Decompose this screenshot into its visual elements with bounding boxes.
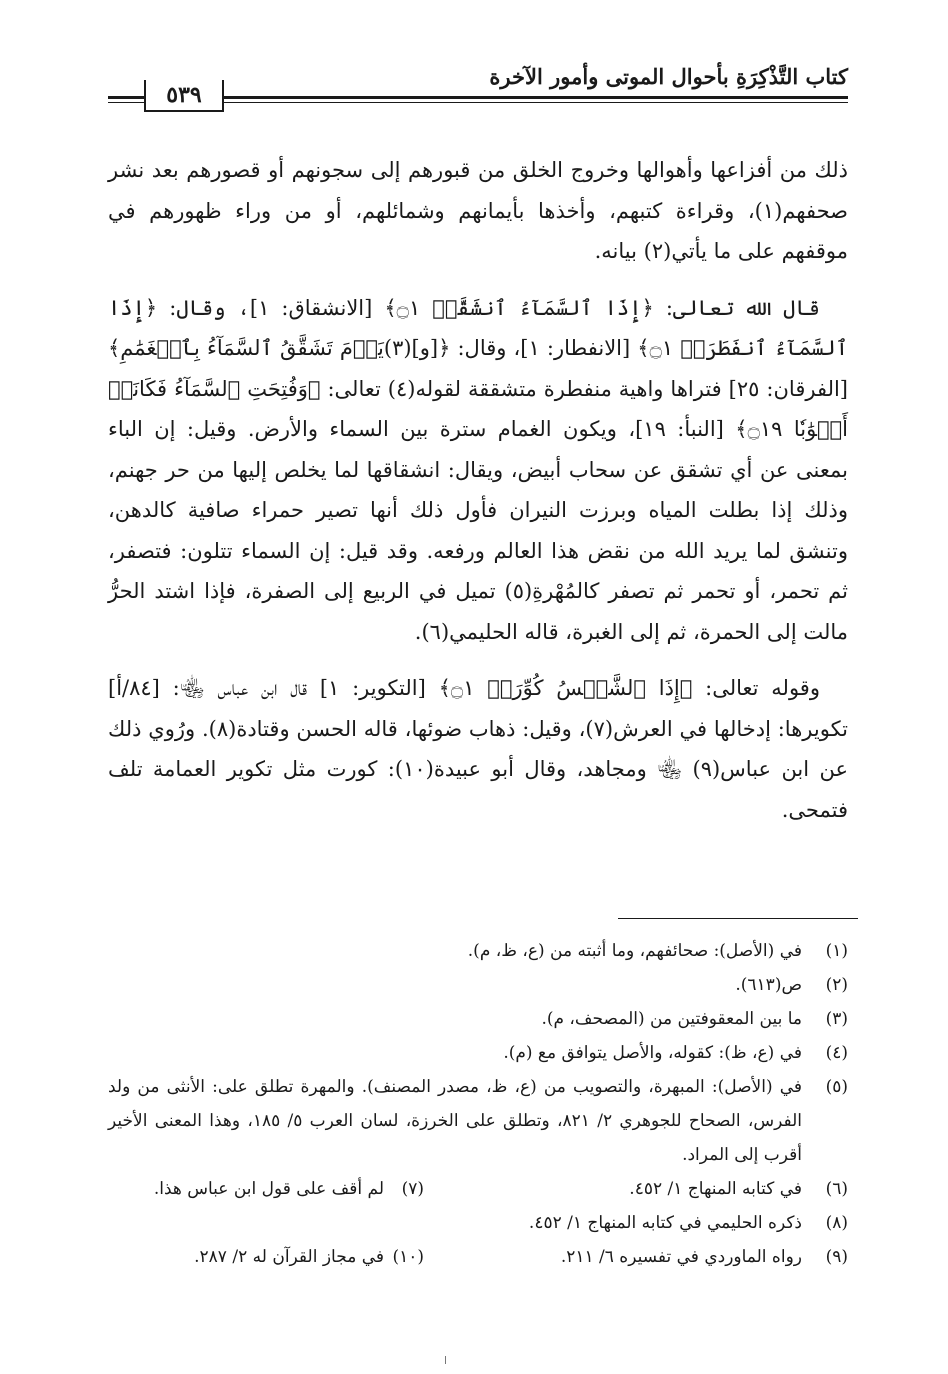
main-text bbox=[108, 150, 848, 846]
footnote-4 bbox=[108, 1036, 848, 1070]
running-title: كتاب التَّذْكِرَةِ بأحوال الموتى وأمور الآخرة bbox=[489, 64, 848, 89]
footnote-number: (٩) bbox=[825, 1247, 848, 1267]
footnote-3 bbox=[108, 1002, 848, 1036]
footnote-text: في (الأصل): المبهرة، والتصويب من (ع، ظ، مصدر المصنف). والمهرة تطلق على: الأنثى من ولد الفرس، الصحاح للجوهري ٢/ ٨٢١، وتطلق على الخرزة، لسان العرب ٥/ ١٨٥، وهذا المعنى الأخير أقرب إلى المراد. bbox=[108, 1077, 803, 1165]
footnote-number: (٥) bbox=[825, 1077, 848, 1097]
footnote-text: رواه الماوردي في تفسيره ٦/ ٢١١. bbox=[560, 1247, 802, 1267]
footnote-1 bbox=[108, 934, 848, 968]
footnote-text: في (الأصل): صحائفهم، وما أثبته من (ع، ظ، م). bbox=[467, 941, 802, 961]
footnote-number: (٨) bbox=[825, 1213, 848, 1233]
footnote-number: (١٠) bbox=[392, 1247, 424, 1267]
footnote-6 bbox=[424, 1172, 848, 1206]
paragraph-1: ذلك من أفزاعها وأهوالها وخروج الخلق من قبورهم إلى سجونهم أو قصورهم بعد نشر صحفهم(١)، وقراءة كتبهم، وأخذها بأيمانهم وشمائلهم، أو من وراء ظهورهم في موقفهم على ما يأتي(٢) بيانه. bbox=[108, 158, 848, 263]
footnote-5 bbox=[108, 1070, 848, 1172]
print-mark bbox=[445, 1356, 449, 1364]
footnote-number: (٤) bbox=[825, 1043, 848, 1063]
footnote-number: (٦) bbox=[825, 1179, 848, 1199]
footnote-text: في مجاز القرآن له ٢/ ٢٨٧. bbox=[194, 1247, 384, 1267]
footnote-10 bbox=[64, 1240, 424, 1274]
footnotes bbox=[108, 934, 848, 1274]
footnote-number: (٣) bbox=[825, 1009, 848, 1029]
page-header bbox=[108, 58, 848, 118]
footnote-9 bbox=[424, 1240, 848, 1274]
footnote-text: لم أقف على قول ابن عباس هذا. bbox=[153, 1179, 384, 1199]
footnote-text: في (ع، ظ): كقوله، والأصل يتوافق مع (م). bbox=[503, 1043, 802, 1063]
footnote-separator bbox=[618, 918, 858, 919]
footnote-number: (١) bbox=[825, 941, 848, 961]
paragraph-3: وقوله تعالى: ﴿إِذَا ٱلشَّمۡسُ كُوِّرَتۡ ۝١﴾ [التكوير: ١] قال ابن عباس ﵄: [٨٤/أ] تكويرها: إدخالها في العرش(٧)، وقيل: ذهاب ضوئها، قاله الحسن وقتادة(٨). ورُوي ذلك عن ابن عباس(٩) ﵄ ومجاهد، وقال أبو عبيدة(١٠): كورت مثل تكوير العمامة تلف فتمحى. bbox=[108, 676, 849, 822]
footnote-row-6-7 bbox=[108, 1172, 848, 1206]
footnote-number: (٧) bbox=[401, 1179, 424, 1199]
footnote-text: ص(٦١٣). bbox=[735, 975, 802, 995]
footnote-text: في كتابه المنهاج ١/ ٤٥٢. bbox=[629, 1179, 802, 1199]
footnote-8 bbox=[108, 1206, 848, 1240]
footnote-number: (٢) bbox=[825, 975, 848, 995]
footnote-row-9-10 bbox=[108, 1240, 848, 1274]
footnote-2 bbox=[108, 968, 848, 1002]
footnote-text: ذكره الحليمي في كتابه المنهاج ١/ ٤٥٢. bbox=[528, 1213, 802, 1233]
page-number: ٥٣٩ bbox=[144, 80, 224, 112]
paragraph-2: قال الله تعالى: ﴿إِذَا ٱلسَّمَآءُ ٱنشَقَّتۡ ۝١﴾ [الانشقاق: ١]، وقال: ﴿إِذَا ٱلسَّمَآءُ ٱنفَطَرَتۡ ۝١﴾ [الانفطار: ١]، وقال: ﴿[و](٣)يَوۡمَ تَشَقَّقُ ٱلسَّمَآءُ بِٱلۡغَمَٰمِ﴾ [الفرقان: ٢٥] فتراها واهية منفطرة متشققة لقوله(٤) تعالى: ﴿وَفُتِحَتِ ٱلسَّمَآءُ فَكَانَتۡ أَبۡوَٰبٗا ۝١٩﴾ [النبأ: ١٩]، ويكون الغمام سترة بين السماء والأرض. وقيل: إن الباء بمعنى عن أي تشقق عن سحاب أبيض، ويقال: انشقاقها لما يخلص إليها من حر جهنم، وذلك إذا بطلت المياه وبرزت النيران فأول ذلك أنها تصير حمراء صافية كالدهن، وتنشق لما يريد الله من نقض هذا العالم ورفعه. وقد قيل: إن السماء تتلون: فتصفر، ثم تحمر، أو تحمر ثم تصفر كالمُهْرةِ(٥) تميل في الربيع إلى الصفرة، فإذا اشتد الحرُّ مالت إلى الحمرة، ثم إلى الغبرة، قاله الحليمي(٦). bbox=[108, 295, 849, 644]
footnote-text: ما بين المعقوفتين من (المصحف، م). bbox=[541, 1009, 802, 1029]
footnote-7 bbox=[64, 1172, 424, 1206]
